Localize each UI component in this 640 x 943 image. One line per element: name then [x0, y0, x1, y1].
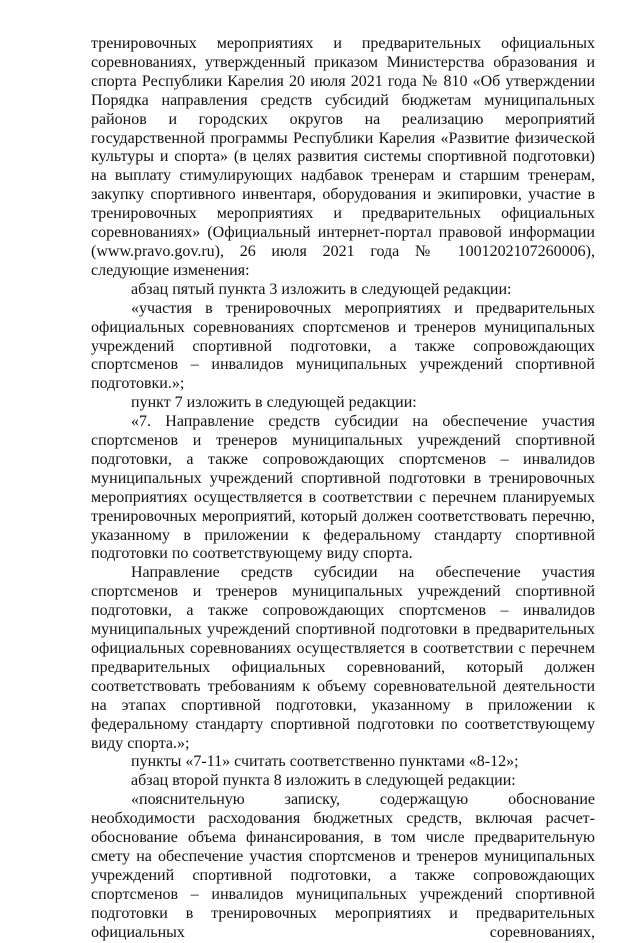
- paragraph-order-reference: тренировочных мероприятиях и предварительных официальных соревнованиях, утвержденный приказом Министерства образования и спорта Республики Карелия 20 июля 2021 года № 810 «Об утверждении Порядка направления средств субсидий бюджетам муниципальных районов и городских округов на реализацию мероприятий государственной программы Республики Карелия «Развитие физической культуры и спорта» (в целях развития системы спортивной подготовки) на выплату стимулирующих надбавок тренерам и старшим тренерам, закупку спортивного инвентаря, оборудования и экипировки, участие в тренировочных мероприятиях и предварительных официальных соревнованиях» (Официальный интернет-портал правовой информации (www.pravo.gov.ru), 26 июля 2021 года № 1001202107260006), следующие изменения:: [91, 35, 595, 279]
- paragraph-item7-part2: Направление средств субсидии на обеспечение участия спортсменов и тренеров муниципальных учреждений спортивной подготовки, а также сопровождающих спортсменов – инвалидов муниципальных учреждений спортивной подготовки в предварительных официальных соревнованиях осуществляется в соответствии с перечнем предварительных официальных соревнований, который должен соответствовать требованиям к объему соревновательной деятельности на этапах спортивной подготовки, указанному в приложении к федеральному стандарту спортивной подготовки по соответствующему виду спорта.»;: [91, 564, 595, 752]
- paragraph-renumbering: пункты «7-11» считать соответственно пунктами «8-12»;: [131, 753, 519, 771]
- paragraph-instruction-item3: абзац пятый пункта 3 изложить в следующей редакции:: [131, 280, 512, 298]
- paragraph-instruction-item7: пункт 7 изложить в следующей редакции:: [131, 394, 417, 412]
- paragraph-item7-part1: «7. Направление средств субсидии на обеспечение участия спортсменов и тренеров муниципальных учреждений спортивной подготовки, а также сопровождающих спортсменов – инвалидов муниципальных учреждений спортивной подготовки в тренировочных мероприятиях осуществляется в соответствии с перечнем планируемых тренировочных мероприятий, который должен соответствовать перечню, указанному в приложении к федеральному стандарту спортивной подготовки по соответствующему виду спорта.: [91, 413, 595, 563]
- paragraph-item3-new-text: «участия в тренировочных мероприятиях и предварительных официальных соревнованиях спортсменов и тренеров муниципальных учреждений спортивной подготовки, а также сопровождающих спортсменов – инвалидов муниципальных учреждений спортивной подготовки.»;: [91, 299, 595, 393]
- paragraph-instruction-item8: абзац второй пункта 8 изложить в следующей редакции:: [131, 772, 516, 790]
- paragraph-item8-new-text: «пояснительную записку, содержащую обоснование необходимости расходования бюджетных средств, включая расчет-обоснование объема финансирования, в том числе предварительную смету на обеспечение участия спортсменов и тренеров муниципальных учреждений спортивной подготовки, а также сопровождающих спортсменов – инвалидов муниципальных учреждений спортивной подготовки в тренировочных мероприятиях и предварительных официальных соревнованиях,: [91, 791, 595, 941]
